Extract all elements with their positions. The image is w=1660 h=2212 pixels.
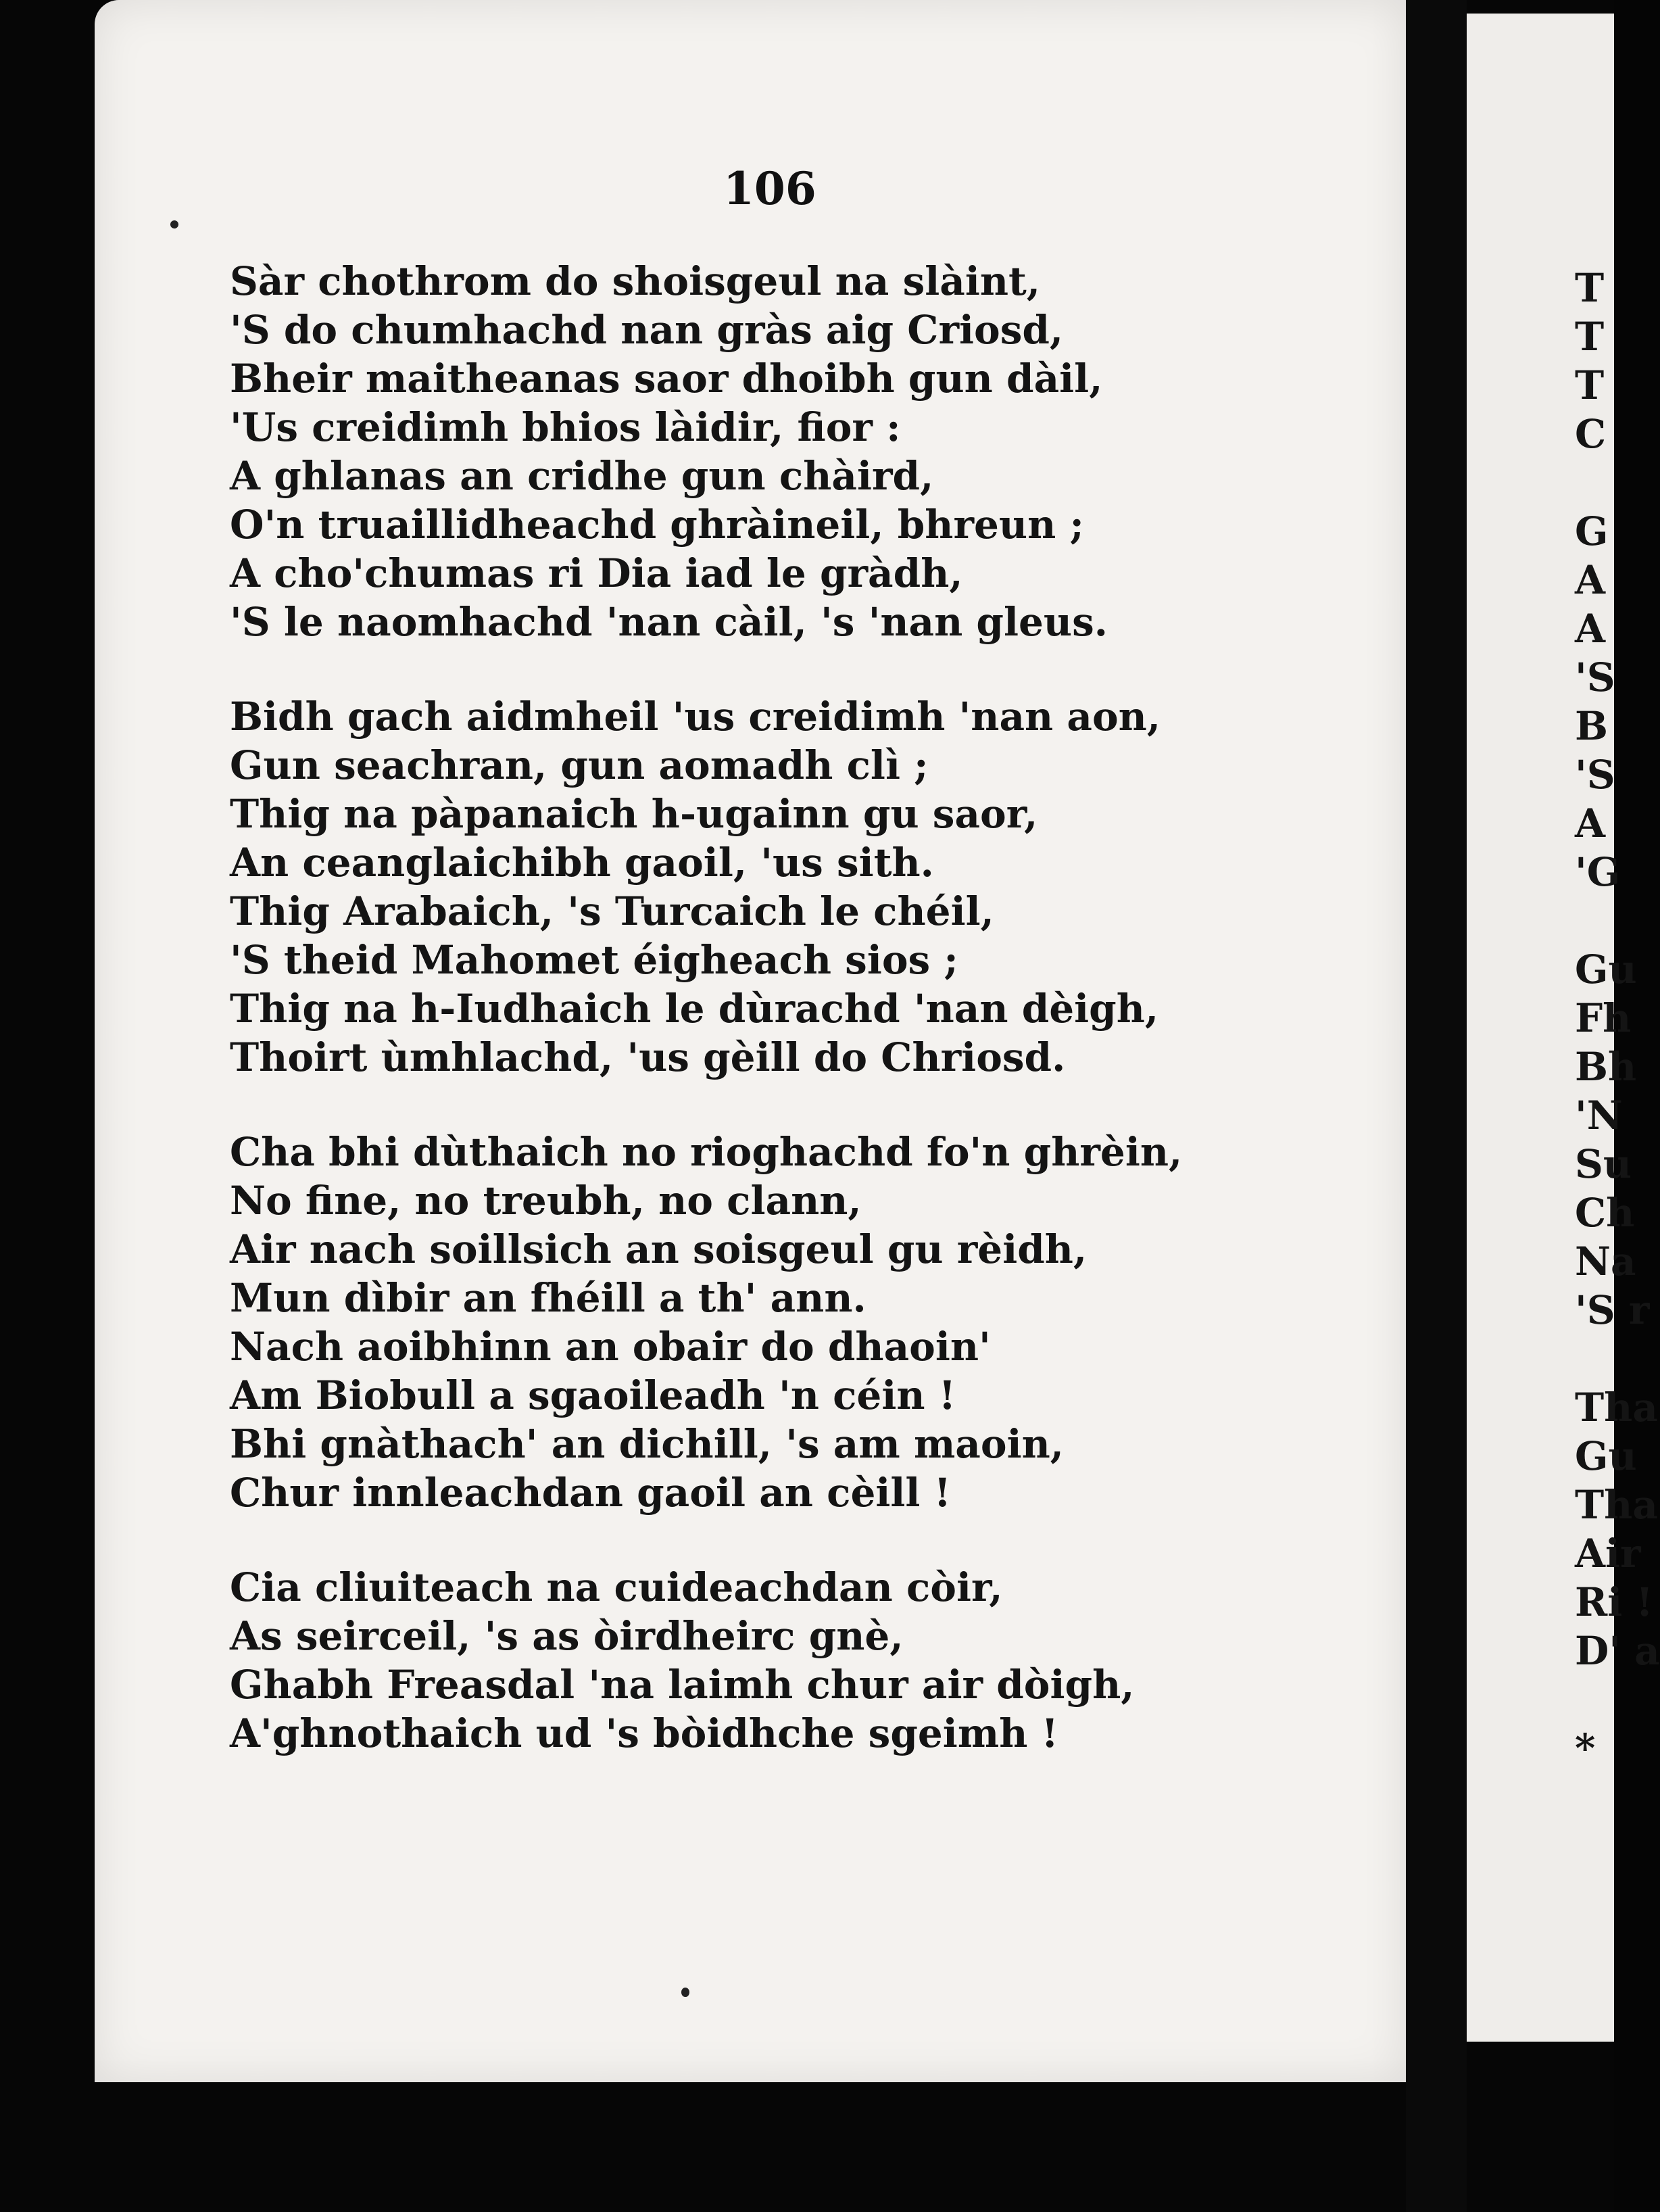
poem-line: Sàr chothrom do shoisgeul na slàint,: [230, 258, 1041, 304]
poem-line: Bidh gach aidmheil 'us creidimh 'nan aon,: [230, 694, 1161, 740]
poem-line: Thoirt ùmhlachd, 'us gèill do Chriosd.: [230, 1034, 1066, 1080]
facing-line: *: [1575, 1725, 1596, 1771]
poem-text: [230, 257, 1182, 1804]
facing-line: Air: [1575, 1531, 1641, 1577]
stanza: [230, 1128, 1182, 1517]
poem-line: Gun seachran, gun aomadh clì ;: [230, 742, 929, 788]
ink-speck: [170, 220, 178, 229]
poem-line: Mun dìbir an fhéill a th' ann.: [230, 1275, 866, 1321]
facing-line: Ch: [1575, 1190, 1635, 1236]
poem-line: No fine, no treubh, no clann,: [230, 1178, 862, 1224]
facing-line: T: [1575, 362, 1605, 408]
facing-line: Gu: [1575, 946, 1637, 992]
poem-line: Bheir maitheanas saor dhoibh gun dàil,: [230, 356, 1103, 402]
ink-speck: [681, 1988, 689, 1997]
stanza: [230, 257, 1182, 646]
facing-line: T: [1575, 265, 1605, 311]
facing-line: [1575, 1675, 1660, 1724]
poem-line: Thig na pàpanaich h-ugainn gu saor,: [230, 791, 1038, 837]
poem-line: Air nach soillsich an soisgeul gu rèidh,: [230, 1226, 1088, 1272]
facing-line: C: [1575, 411, 1607, 457]
facing-line: [1575, 1335, 1660, 1383]
facing-page-text: [1575, 264, 1660, 1773]
facing-line: A: [1575, 606, 1606, 652]
facing-line: [1575, 458, 1660, 507]
poem-line: 'S le naomhachd 'nan càil, 's 'nan gleus.: [230, 599, 1108, 645]
poem-line: O'n truaillidheachd ghràineil, bhreun ;: [230, 502, 1084, 548]
poem-line: A ghlanas an cridhe gun chàird,: [230, 453, 934, 499]
facing-line: 'N: [1575, 1092, 1623, 1138]
poem-line: Chur innleachdan gaoil an cèill !: [230, 1470, 952, 1516]
facing-line: T: [1575, 314, 1605, 360]
facing-line: [1575, 896, 1660, 945]
poem-line: A cho'chumas ri Dia iad le gràdh,: [230, 550, 963, 596]
poem-line: Thig na h-Iudhaich le dùrachd 'nan dèigh,: [230, 986, 1159, 1032]
facing-line: 'S r: [1575, 1287, 1650, 1333]
facing-line: Fh: [1575, 995, 1632, 1041]
facing-line: B: [1575, 703, 1609, 749]
poem-line: A'ghnothaich ud 's bòidhche sgeimh !: [230, 1710, 1059, 1756]
poem-line: An ceanglaichibh gaoil, 'us sith.: [230, 840, 934, 886]
facing-line: Bh: [1575, 1044, 1637, 1090]
facing-line: D' a: [1575, 1628, 1660, 1674]
facing-line: Ri !: [1575, 1579, 1653, 1625]
facing-line: Na: [1575, 1239, 1636, 1284]
poem-line: 'S theid Mahomet éigheach sios ;: [230, 937, 958, 983]
facing-line: 'G: [1575, 849, 1621, 895]
poem-line: 'S do chumhachd nan gràs aig Criosd,: [230, 307, 1064, 353]
facing-line: Su: [1575, 1141, 1632, 1187]
poem-line: 'Us creidimh bhios làidir, fior :: [230, 404, 901, 450]
poem-line: Am Biobull a sgaoileadh 'n céin !: [230, 1372, 956, 1418]
facing-line: G: [1575, 508, 1609, 554]
poem-line: Cha bhi dùthaich no rioghachd fo'n ghrèin,: [230, 1129, 1183, 1175]
facing-line: 'S: [1575, 654, 1615, 700]
poem-line: Nach aoibhinn an obair do dhaoin': [230, 1324, 991, 1370]
book-gutter: [1406, 0, 1467, 2212]
poem-line: Ghabh Freasdal 'na laimh chur air dòigh,: [230, 1662, 1135, 1708]
facing-line: 'S: [1575, 752, 1615, 798]
page-number: 106: [723, 162, 816, 215]
facing-line: Tha: [1575, 1385, 1658, 1430]
facing-line: Tha: [1575, 1482, 1658, 1528]
poem-line: As seirceil, 's as òirdheirc gnè,: [230, 1613, 904, 1659]
stanza: [230, 1563, 1182, 1758]
stanza: [230, 692, 1182, 1082]
poem-line: Thig Arabaich, 's Turcaich le chéil,: [230, 888, 994, 934]
facing-line: A: [1575, 800, 1606, 846]
facing-line: A: [1575, 557, 1606, 603]
poem-line: Bhi gnàthach' an dichill, 's am maoin,: [230, 1421, 1064, 1467]
facing-line: Gu: [1575, 1433, 1637, 1479]
poem-line: Cia cliuiteach na cuideachdan còir,: [230, 1564, 1003, 1610]
